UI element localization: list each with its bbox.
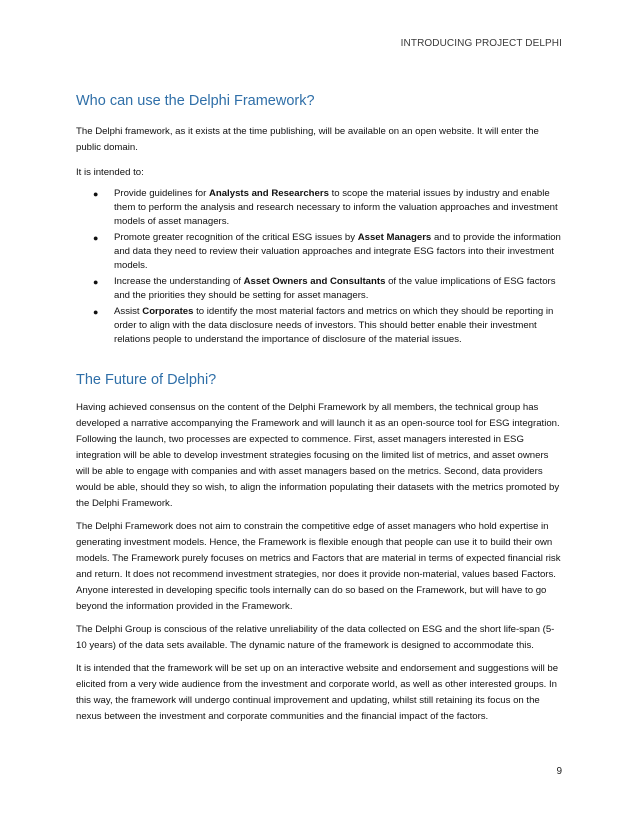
running-header: INTRODUCING PROJECT DELPHI	[400, 38, 562, 49]
page-content	[76, 92, 564, 725]
bullet-icon: ●	[93, 233, 99, 243]
list-item: ● Promote greater recognition of the critical ESG issues by Asset Managers and to provide the information and data they need to review their valuation approaches and integrate ESG factors into their investment models.	[93, 232, 561, 271]
paragraph-competitive-edge: The Delphi Framework does not aim to constrain the competitive edge of asset managers who hold expertise in generating investment models. Hence, the Framework is flexible enough that people can use it to build their own models. The Framework purely focuses on metrics and Factors that are material in terms of expected financial risk and return. It does not recommend investment strategies, nor does it provide non-material, values based Factors. Anyone interested in developing specific tools internally can do so based on the Framework, but will have to go beyond the information provided in the Framework.	[76, 521, 561, 612]
section-heading-who-can-use: Who can use the Delphi Framework?	[76, 93, 315, 109]
list-item: ● Increase the understanding of Asset Owners and Consultants of the value implications of ESG factors and the priorities they should be setting for asset managers.	[93, 276, 556, 301]
paragraph-consensus: Having achieved consensus on the content of the Delphi Framework by all members, the technical group has developed a narrative accompanying the Framework and will launch it as an open-source tool for ESG integration. Following the launch, two processes are expected to commence. First, asset managers interested in ESG integration will be able to develop investment strategies focusing on the limited list of metrics, and asset owners will be able to engage with companies and with asset managers based on the metrics. Second, data providers would be able, should they so wish, to align the information populating their datasets with the metrics promoted by the Delphi Framework.	[76, 402, 560, 509]
bullet-list-audiences	[76, 187, 564, 347]
bullet-icon: ●	[93, 189, 99, 199]
section-heading-future: The Future of Delphi?	[76, 372, 217, 388]
list-item: ● Provide guidelines for Analysts and Researchers to scope the material issues by industry and enable them to perform the analysis and research necessary to inform the valuation approaches and investment models of asset managers.	[93, 188, 558, 227]
paragraph-interactive-website: It is intended that the framework will be set up on an interactive website and endorsement and suggestions will be elicited from a very wide audience from the investment and corporate world, as well as other interested groups. In this way, the framework will undergo continual improvement and updating, whilst still retaining its focus on the nexus between the investment and corporate communities and the financial impact of the factors.	[76, 663, 559, 722]
page-number: 9	[556, 766, 562, 777]
bullet-icon: ●	[93, 307, 99, 317]
bullet-icon: ●	[93, 277, 99, 287]
paragraph-availability: The Delphi framework, as it exists at the time publishing, will be available on an open website. It will enter the public domain.	[76, 126, 539, 153]
paragraph-intended: It is intended to:	[76, 167, 144, 178]
paragraph-data-reliability: The Delphi Group is conscious of the relative unreliability of the data collected on ESG and the short life-span (5-10 years) of the data sets available. The dynamic nature of the framework is designed to accommodate this.	[76, 624, 555, 651]
list-item: ● Assist Corporates to identify the most material factors and metrics on which they should be reporting in order to align with the data disclosure needs of investors. This should better enable their investment relations people to understand the importance of disclosure of the material issues.	[93, 306, 554, 345]
